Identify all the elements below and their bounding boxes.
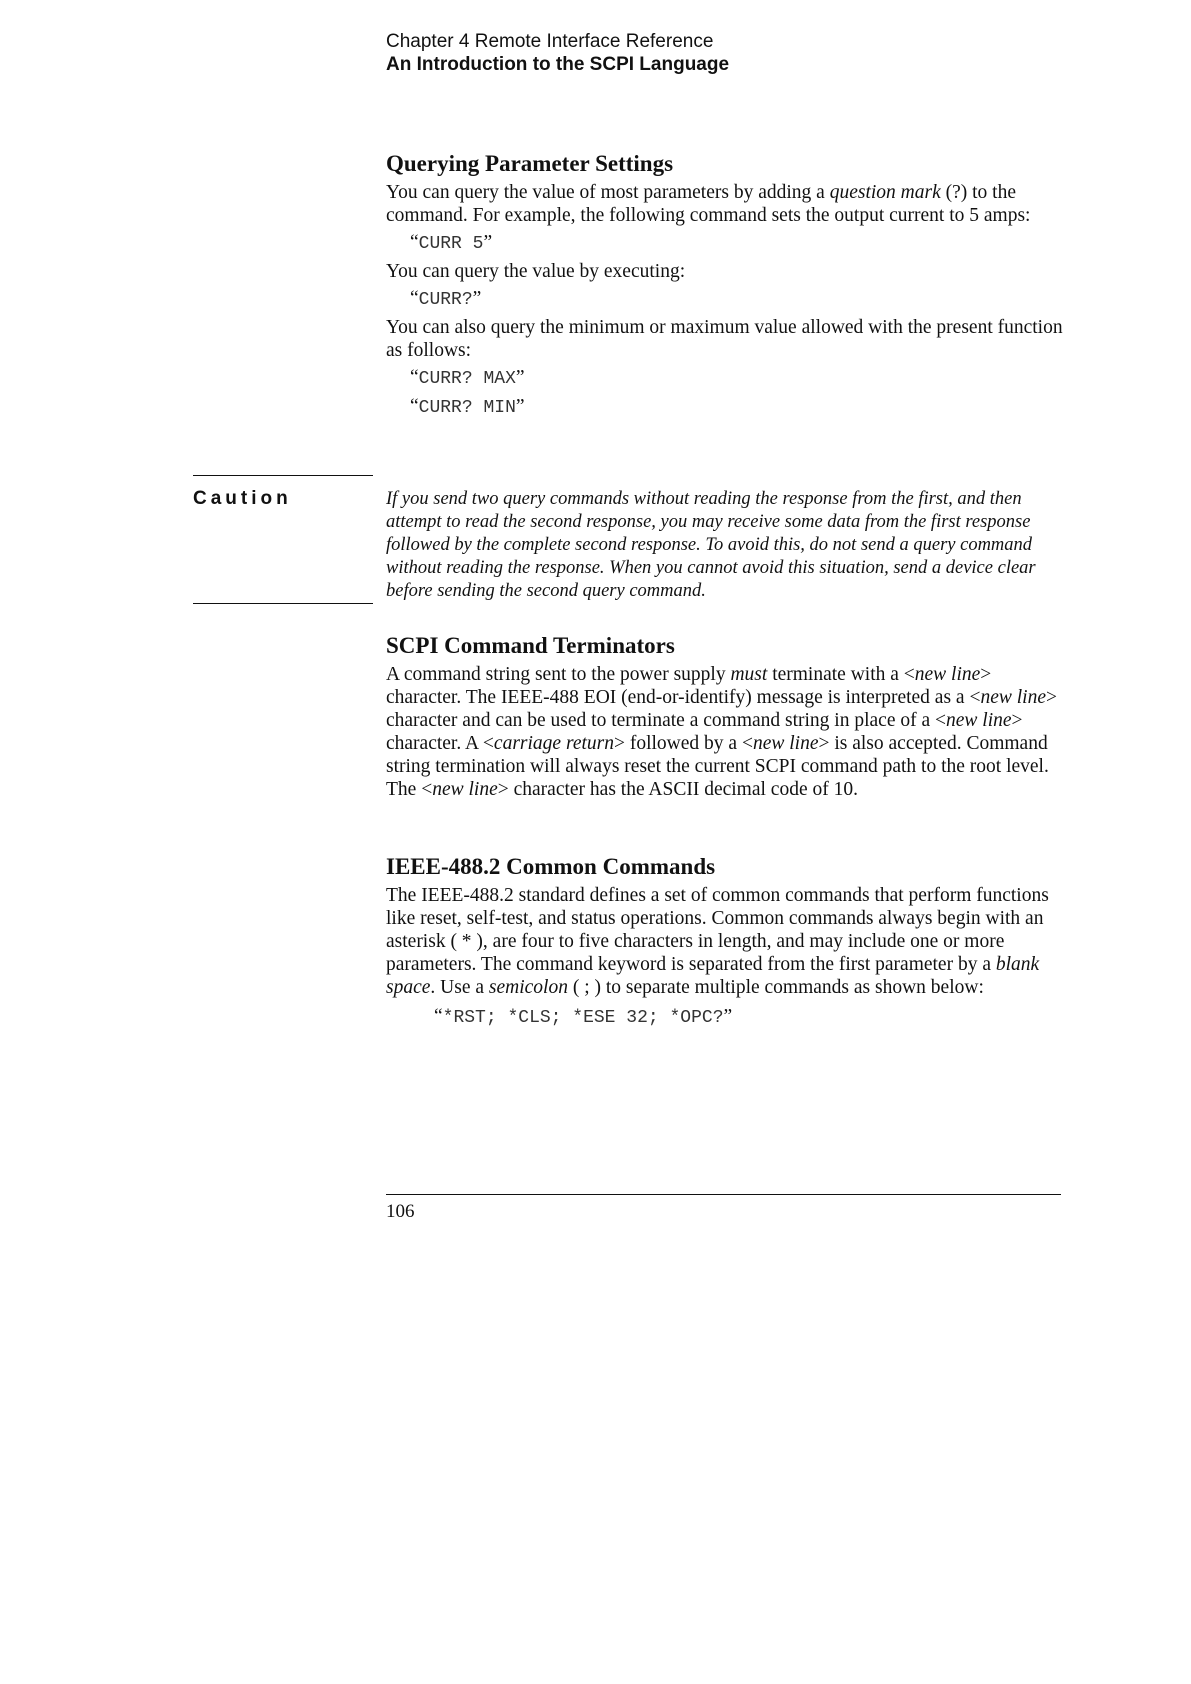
caution-bottom-rule	[193, 603, 373, 604]
querying-paragraph-1: You can query the value of most parameters by adding a question mark (?) to the command. For example, the following command sets the output current to 5 amps:	[386, 182, 1031, 226]
caution-label: Caution	[193, 488, 292, 509]
code-example-curr-query: “CURR?”	[410, 288, 482, 310]
caution-text: If you send two query commands without reading the response from the first, and then attempt to read the second response, you may receive some data from the first response followed by the complete second response. To avoid this, do not send a query command without reading the response. When you cannot avoid this situation, send a device clear before sending the second query command.	[386, 489, 1036, 601]
code-example-curr-min: “CURR? MIN”	[410, 396, 525, 418]
querying-paragraph-2: You can query the value by executing:	[386, 261, 686, 282]
footer-rule	[386, 1194, 1061, 1195]
common-commands-paragraph: The IEEE-488.2 standard defines a set of common commands that perform functions like reset, self-test, and status operations. Common commands always begin with an asterisk ( * ), are four to five characters in length, and may include one or more parameters. The command keyword is separated from the first parameter by a blank space. Use a semicolon ( ; ) to separate multiple commands as shown below:	[386, 885, 1049, 998]
common-commands-heading: IEEE-488.2 Common Commands	[386, 854, 716, 879]
code-example-common: “*RST; *CLS; *ESE 32; *OPC?”	[434, 1006, 733, 1028]
code-example-curr-max: “CURR? MAX”	[410, 367, 525, 389]
terminators-paragraph: A command string sent to the power supply must terminate with a <new line> character. The IEEE-488 EOI (end-or-identify) message is interpreted as a <new line> character and can be used to terminate a command string in place of a <new line> character. A <carriage return> followed by a <new line> is also accepted. Command string termination will always reset the current SCPI command path to the root level. The <new line> character has the ASCII decimal code of 10.	[386, 664, 1057, 800]
querying-paragraph-3: You can also query the minimum or maximum value allowed with the present function as follows:	[386, 317, 1063, 361]
terminators-heading: SCPI Command Terminators	[386, 633, 675, 658]
common-commands-section	[386, 853, 1066, 1030]
running-header	[386, 30, 1086, 76]
page-number: 106	[386, 1201, 415, 1222]
section-title: An Introduction to the SCPI Language	[386, 54, 730, 75]
question-mark-term: question mark	[829, 182, 941, 203]
code-example-curr-5: “CURR 5”	[410, 232, 493, 254]
chapter-title: Chapter 4 Remote Interface Reference	[386, 31, 714, 52]
caution-top-rule	[193, 475, 373, 476]
querying-heading: Querying Parameter Settings	[386, 151, 674, 176]
querying-section	[386, 150, 1066, 420]
terminators-section	[386, 632, 1066, 801]
